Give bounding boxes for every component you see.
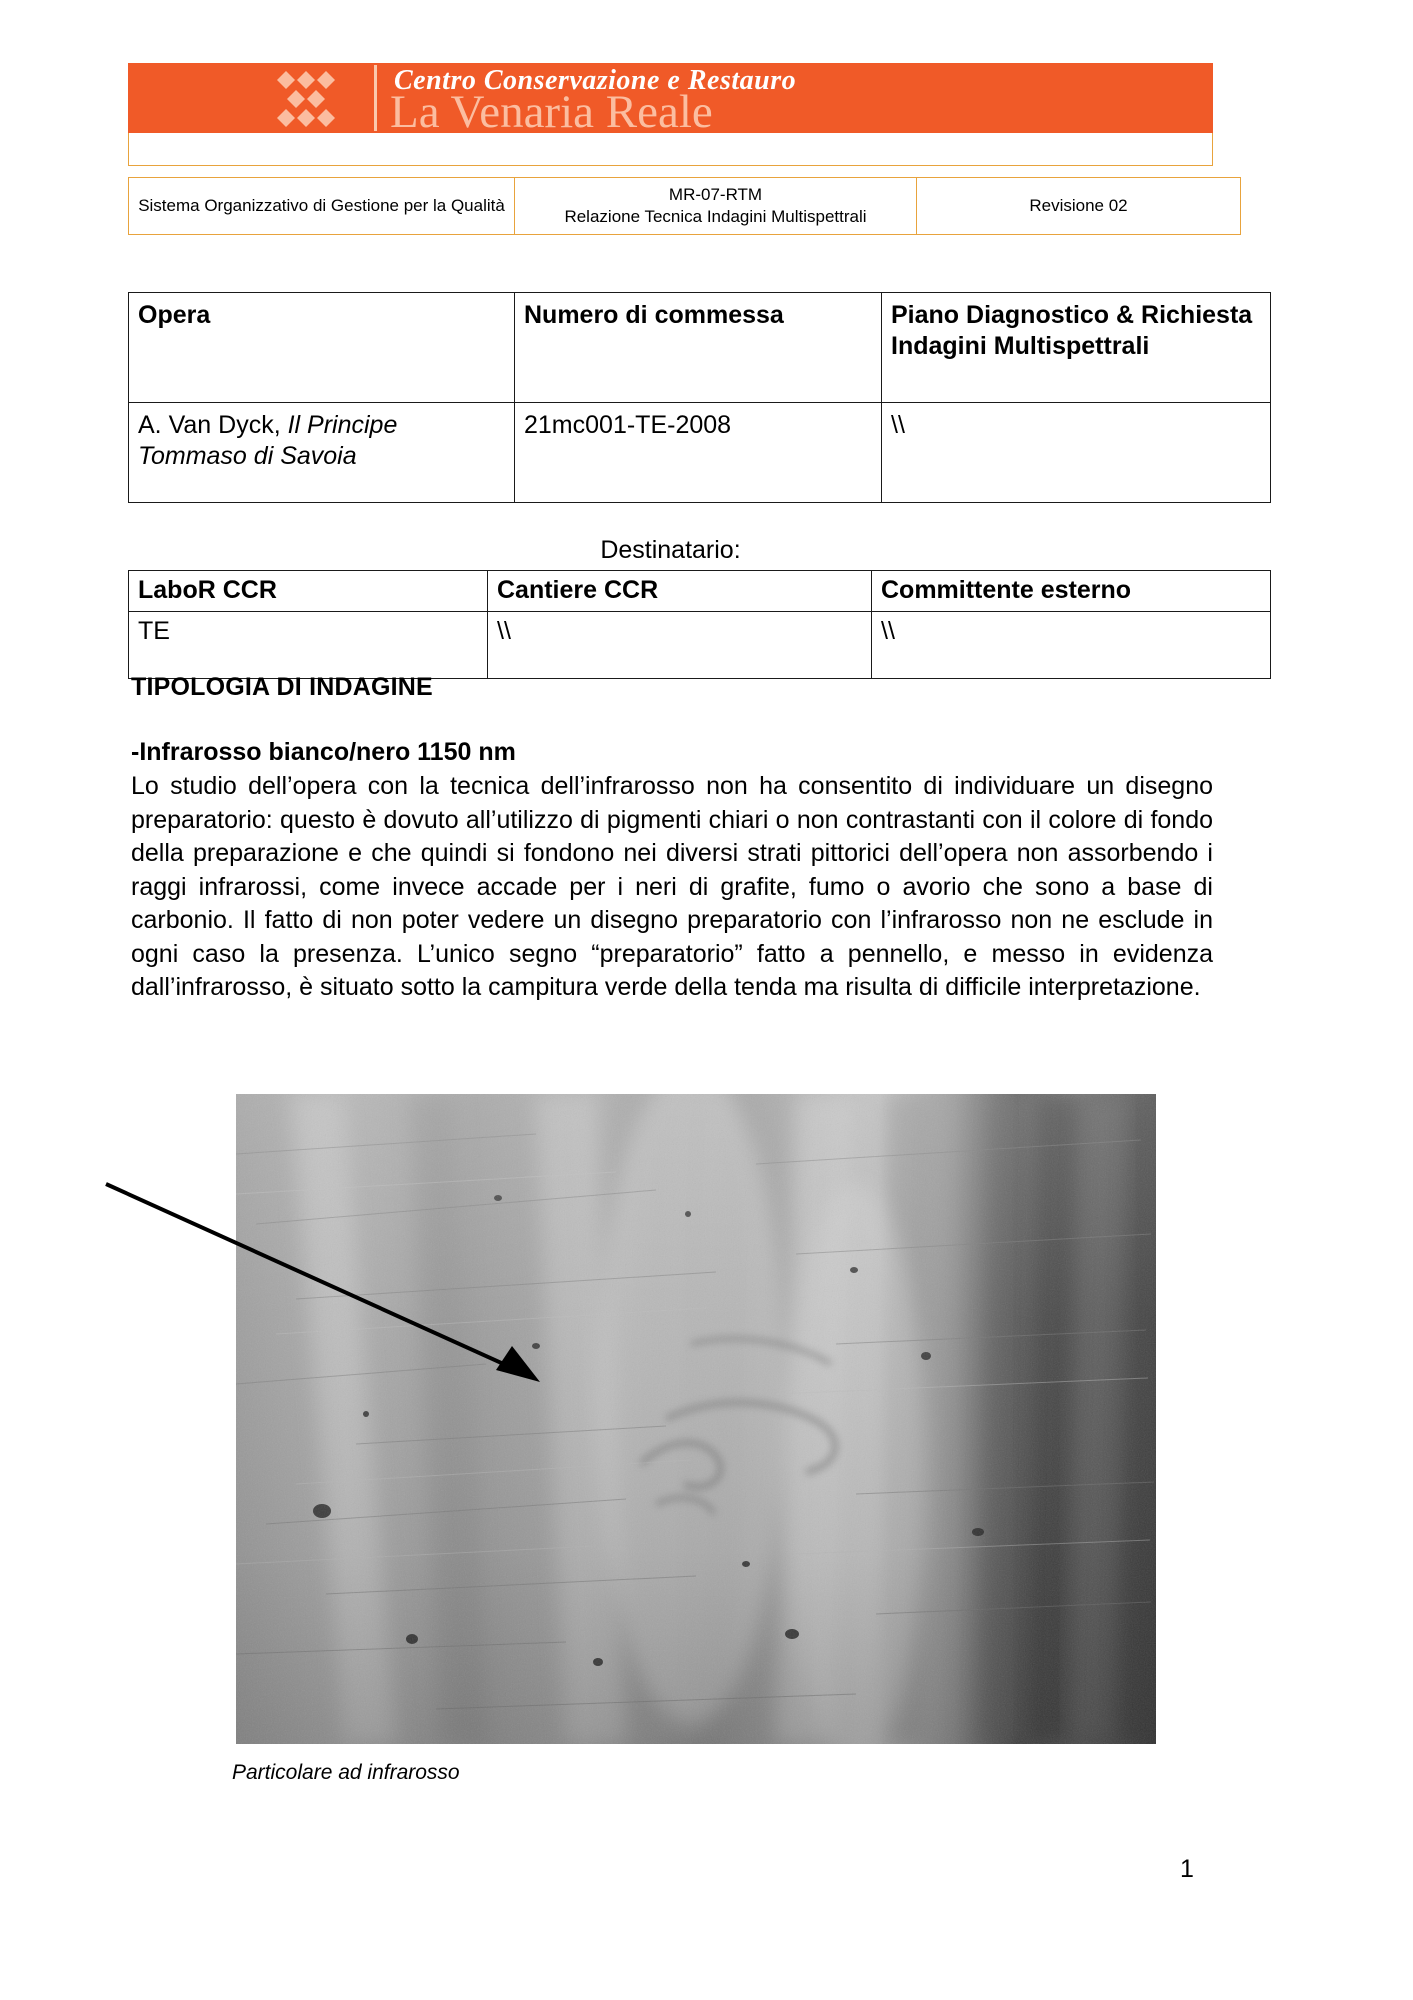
logo-banner [128,63,1213,133]
opera-title: Il Principe Tommaso di Savoia [138,411,398,470]
table-row [129,178,1241,235]
cell-piano: \\ [882,403,1271,503]
revision-cell: Revisione 02 [917,178,1241,235]
document-header-table [128,177,1241,235]
logo-divider [374,65,377,131]
diamond-pattern-icon [273,69,359,129]
opera-author: A. Van Dyck, [138,411,288,439]
body-paragraph-infrarosso: Lo studio dell’opera con la tecnica dell’infrarosso non ha consentito di individuare un disegno preparatorio: questo è dovuto all’utilizzo di pigmenti chiari o non contrastanti con il colore di fondo della preparazione e che quindi si fondono nei diversi strati pittorici dell’opera non assorbendo i raggi infrarossi, come invece accade per i neri di grafite, fumo o avorio che sono a base di carbonio. Il fatto di non poter vedere un disegno preparatorio con l’infrarosso non ne esclude in ogni caso la presenza. L’unico segno “preparatorio” fatto a pennello, e messo in evidenza dall’infrarosso, è situato sotto la campitura verde della tenda ma risulta di difficile interpretazione. [131,772,1213,1001]
table-header-row [129,571,1271,612]
subsection-heading-infrarosso: -Infrarosso bianco/nero 1150 nm [131,738,516,766]
cell-cantiere-ccr: \\ [488,612,872,679]
destinatario-table [128,570,1271,679]
destinatario-label: Destinatario: [600,536,741,564]
col-header-opera: Opera [129,293,515,403]
col-header-labor-ccr: LaboR CCR [129,571,488,612]
cell-labor-ccr: TE [129,612,488,679]
col-header-piano: Piano Diagnostico & Richiesta Indagini Multispettrali [882,293,1271,403]
cell-committente-esterno: \\ [872,612,1271,679]
opera-table [128,292,1271,503]
cell-opera [129,403,515,503]
figure-caption: Particolare ad infrarosso [232,1761,460,1784]
section-heading-tipologia: TIPOLOGIA DI INDAGINE [131,673,433,701]
table-header-row [129,293,1271,403]
logo-text [390,63,1213,133]
logo-line-1: Centro Conservazione e Restauro [394,65,797,96]
doc-title: Relazione Tecnica Indagini Multispettrali [564,207,867,226]
col-header-cantiere-ccr: Cantiere CCR [488,571,872,612]
doc-code: MR-07-RTM [668,185,763,204]
col-header-committente-esterno: Committente esterno [872,571,1271,612]
doc-code-cell [515,178,917,235]
logo-line-2: La Venaria Reale [390,86,713,133]
page-number: 1 [1180,1855,1194,1883]
cell-commessa: 21mc001-TE-2008 [515,403,882,503]
annotation-arrow-icon [100,1170,580,1400]
quality-system-cell: Sistema Organizzativo di Gestione per la Qualità [129,178,515,235]
col-header-commessa: Numero di commessa [515,293,882,403]
table-row [129,612,1271,679]
table-row [129,403,1271,503]
